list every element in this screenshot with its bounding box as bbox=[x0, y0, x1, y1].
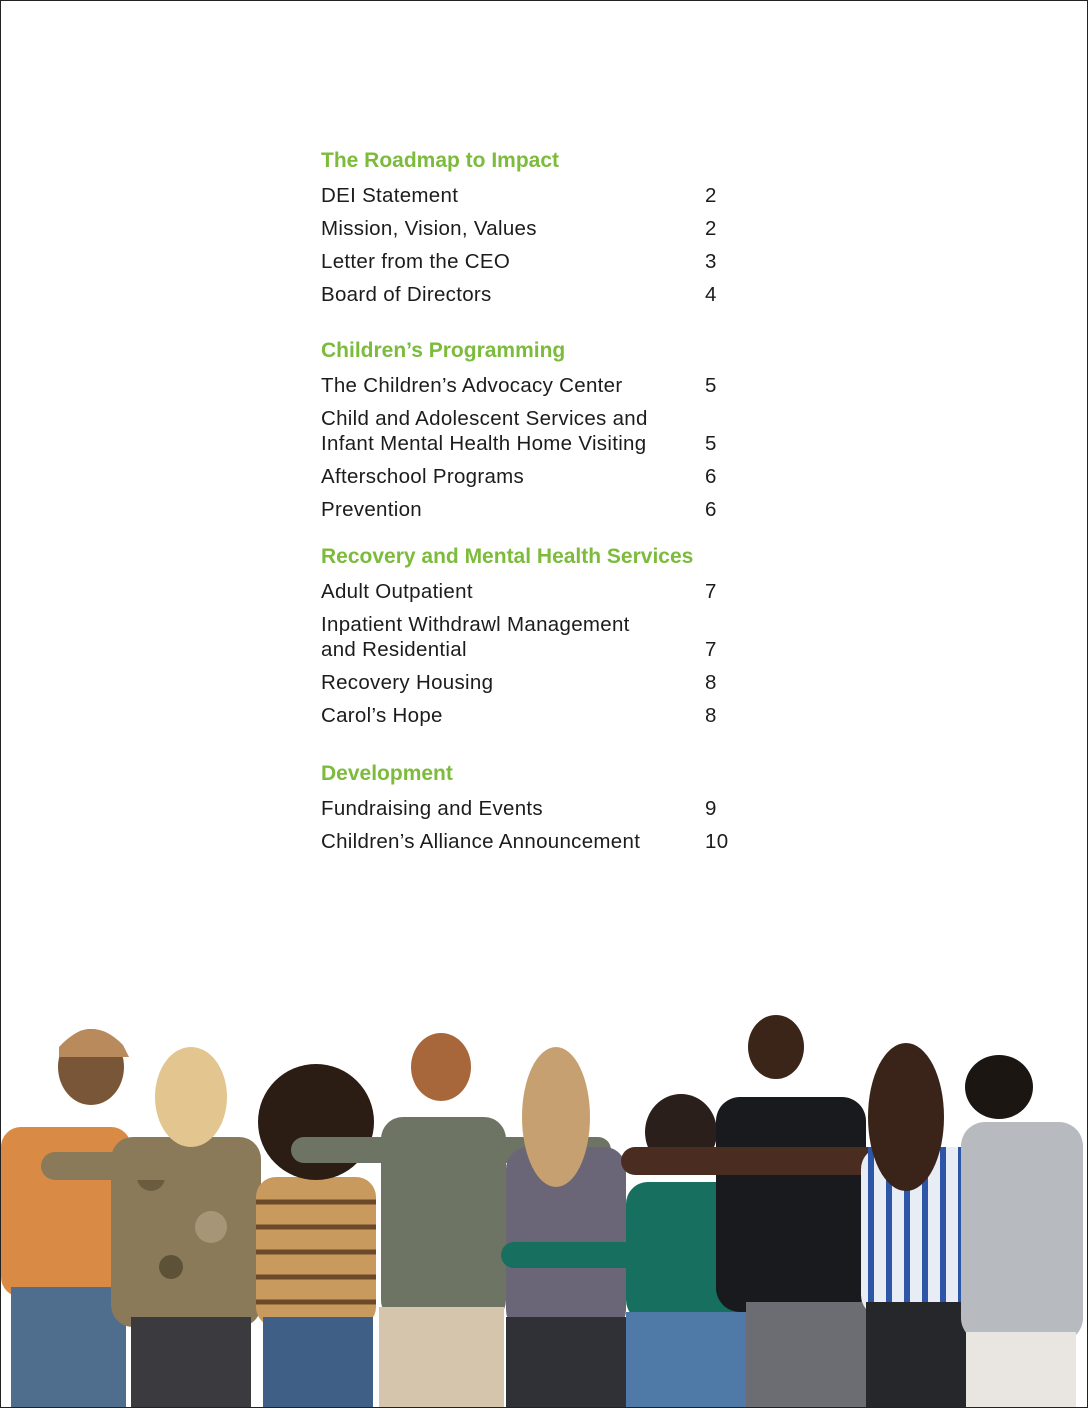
spacer bbox=[321, 526, 741, 543]
toc-entry-title: Child and Adolescent Services and Infant Mental Health Home Visiting bbox=[321, 407, 648, 455]
section-title[interactable]: Children’s Programming bbox=[321, 339, 566, 362]
section-title[interactable]: The Roadmap to Impact bbox=[321, 149, 560, 172]
person-figure bbox=[961, 1055, 1083, 1407]
toc-entry-page: 2 bbox=[705, 217, 717, 240]
toc-entry[interactable] bbox=[321, 245, 741, 278]
toc-entry-title: DEI Statement bbox=[321, 184, 459, 207]
toc-entry-title: Board of Directors bbox=[321, 283, 492, 306]
toc-entry-page: 6 bbox=[705, 465, 717, 488]
table-of-contents bbox=[321, 147, 741, 858]
spacer bbox=[321, 311, 741, 337]
toc-entry[interactable] bbox=[321, 369, 741, 402]
toc-entry-page: 4 bbox=[705, 283, 717, 306]
toc-entry-title: The Children’s Advocacy Center bbox=[321, 374, 623, 397]
toc-entry-page: 8 bbox=[705, 704, 717, 727]
person-figure bbox=[861, 1043, 976, 1407]
toc-entry-title: Children’s Alliance Announcement bbox=[321, 830, 641, 853]
toc-entry[interactable] bbox=[321, 608, 741, 666]
spacer bbox=[321, 732, 741, 760]
toc-entry-title: Afterschool Programs bbox=[321, 465, 525, 488]
toc-entry-page: 8 bbox=[705, 671, 717, 694]
person-figure bbox=[256, 1064, 376, 1407]
toc-entry-title: Inpatient Withdrawl Management and Residential bbox=[321, 613, 630, 661]
toc-entry-page: 6 bbox=[705, 498, 717, 521]
toc-entry-title: Recovery Housing bbox=[321, 671, 494, 694]
toc-entry[interactable] bbox=[321, 493, 741, 526]
section-title[interactable]: Development bbox=[321, 762, 453, 785]
toc-entry[interactable] bbox=[321, 460, 741, 493]
toc-entry-title: Letter from the CEO bbox=[321, 250, 511, 273]
toc-entry-page: 9 bbox=[705, 797, 717, 820]
toc-section-recovery bbox=[321, 543, 741, 732]
toc-entry-title: Fundraising and Events bbox=[321, 797, 543, 820]
toc-entry-page: 10 bbox=[705, 830, 729, 853]
toc-entry[interactable] bbox=[321, 278, 741, 311]
toc-entry-page: 7 bbox=[705, 580, 717, 603]
toc-entry[interactable] bbox=[321, 699, 741, 732]
toc-entry-page: 2 bbox=[705, 184, 717, 207]
toc-entry[interactable] bbox=[321, 666, 741, 699]
toc-entry-title: Adult Outpatient bbox=[321, 580, 473, 603]
toc-entry[interactable] bbox=[321, 575, 741, 608]
toc-entry-title: Mission, Vision, Values bbox=[321, 217, 537, 240]
toc-entry[interactable] bbox=[321, 825, 741, 858]
toc-entry-title: Carol’s Hope bbox=[321, 704, 443, 727]
toc-entry[interactable] bbox=[321, 402, 741, 460]
toc-entry[interactable] bbox=[321, 212, 741, 245]
toc-entry-page: 3 bbox=[705, 250, 717, 273]
section-title[interactable]: Recovery and Mental Health Services bbox=[321, 545, 694, 568]
toc-entry[interactable] bbox=[321, 179, 741, 212]
toc-entry-page: 5 bbox=[705, 432, 717, 455]
toc-entry-title: Prevention bbox=[321, 498, 423, 521]
toc-section-childrens-programming bbox=[321, 337, 741, 526]
group-of-people-image bbox=[1, 1007, 1087, 1407]
toc-section-development bbox=[321, 760, 741, 858]
toc-entry-page: 7 bbox=[705, 638, 717, 661]
toc-section-roadmap bbox=[321, 147, 741, 311]
toc-entry-page: 5 bbox=[705, 374, 717, 397]
toc-entry[interactable] bbox=[321, 792, 741, 825]
person-figure bbox=[506, 1047, 626, 1407]
